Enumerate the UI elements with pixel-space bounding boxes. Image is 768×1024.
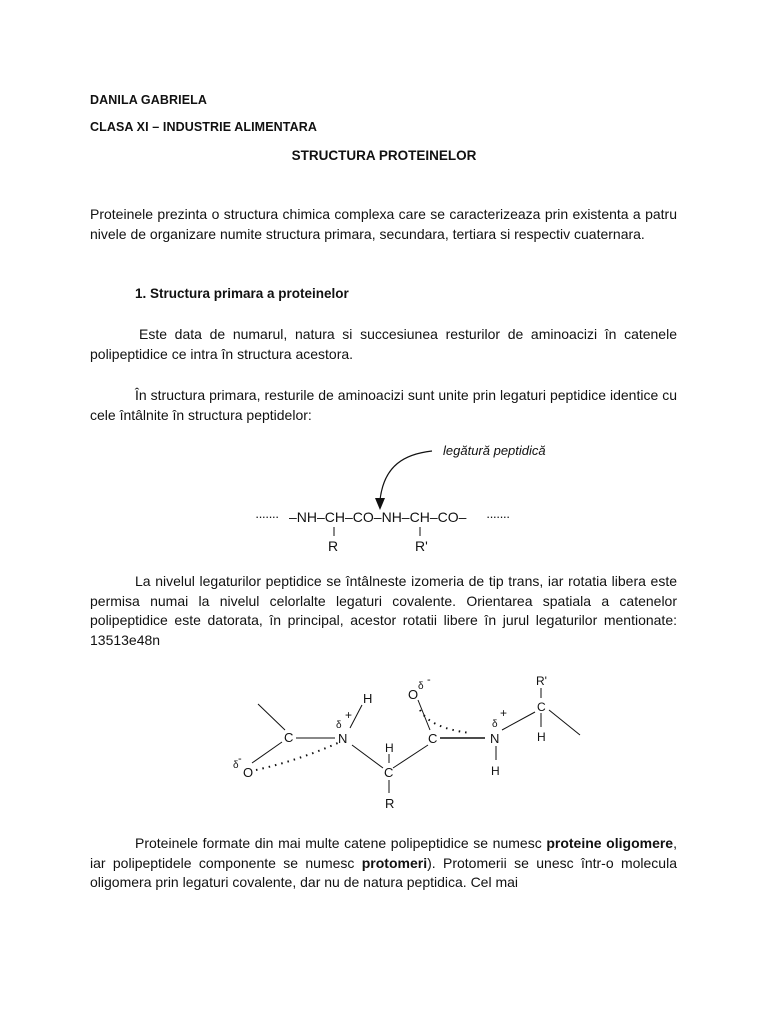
term-protomeri: protomeri bbox=[361, 854, 428, 871]
term-proteine-oligomere: proteine oligomere bbox=[546, 835, 674, 851]
delocalization-o1-n1 bbox=[256, 742, 340, 770]
bond-c3-right bbox=[549, 710, 580, 735]
paragraph-peptide-bonds: În structura primara, resturile de aminoacizi sunt unite prin legaturi peptidice identice cu cele întâlnite în structura peptidelor: bbox=[90, 387, 677, 423]
paragraph-trans-isomerism: La nivelul legaturilor peptidice se întâlneste izomeria de tip trans, iar rotatia libera este permisa numai la nivelul celorlalte legaturi covalente. Orientarea spatiala a catenelor polipeptidice este datorata, în principal, acestor rotatii libere în jurul legaturilor mentionate: 13513e48n bbox=[90, 573, 677, 648]
atom-c2: C bbox=[428, 731, 438, 746]
atom-n2: N bbox=[490, 731, 500, 746]
dots-right: ······· bbox=[486, 509, 510, 524]
substituent-r2: R' bbox=[415, 538, 428, 554]
atom-c-mid: C bbox=[384, 765, 394, 780]
atom-c1: C bbox=[284, 730, 294, 745]
delta-o1: δ bbox=[233, 760, 239, 771]
delta-o2: δ bbox=[418, 681, 424, 692]
dots-left: ······· bbox=[255, 509, 279, 524]
oligomers-text-1: Proteinele formate din mai multe catene polipeptidice se numesc bbox=[135, 835, 547, 851]
section-heading-primary-structure: 1. Structura primara a proteinelor bbox=[135, 286, 349, 301]
paragraph-oligomers bbox=[90, 834, 677, 893]
atom-h-c3: H bbox=[537, 730, 546, 744]
oligomers-text-2: , iar polipeptidele componente se numesc bbox=[90, 835, 677, 871]
delta-n1: δ bbox=[336, 720, 342, 731]
atom-o2: O bbox=[408, 687, 419, 702]
intro-paragraph: Proteinele prezinta o structura chimica complexa care se caracterizeaza prin existenta a patru nivele de organizare numite structura primara, secundara, tertiara si respectiv cuaternara. bbox=[90, 206, 677, 242]
charge-o1-minus: - bbox=[238, 753, 242, 765]
atom-c3: C bbox=[537, 700, 546, 714]
author-name: DANILA GABRIELA bbox=[90, 93, 208, 107]
bond-left-upper bbox=[258, 704, 285, 730]
substituent-r1: R bbox=[328, 538, 339, 554]
charge-n2-plus: + bbox=[500, 706, 508, 720]
class-line: CLASA XI – INDUSTRIE ALIMENTARA bbox=[90, 120, 317, 134]
atom-n1: N bbox=[338, 731, 348, 746]
charge-o2-minus: - bbox=[427, 674, 431, 686]
charge-n1-plus: + bbox=[345, 708, 353, 722]
bond-c1-o1 bbox=[252, 742, 282, 763]
bond-n1-cmid bbox=[352, 745, 383, 768]
paragraph-primary-definition-text: Este data de numarul, natura si succesiunea resturilor de aminoacizi în catenele polipeptidice ce intra în structura acestora. bbox=[90, 326, 677, 362]
annotation-peptide-bond: legătură peptidică bbox=[443, 443, 546, 458]
document-title: STRUCTURA PROTEINELOR bbox=[291, 148, 477, 163]
atom-h-top: H bbox=[363, 691, 373, 706]
atom-r-mid: R bbox=[385, 796, 395, 811]
delta-n2: δ bbox=[492, 719, 498, 730]
atom-h-mid: H bbox=[385, 741, 394, 755]
oligomers-text-3: ). Protomerii se unesc într-o molecula oligomera prin legaturi covalente, dar nu de natura peptidica. Cel mai bbox=[90, 854, 677, 890]
delocalization-o2-n2 bbox=[420, 710, 470, 733]
atom-o1: O bbox=[243, 765, 254, 780]
peptide-chain: –NH–CH–CO–NH–CH–CO– bbox=[289, 509, 467, 525]
bond-cmid-c2 bbox=[393, 745, 428, 768]
atom-r-prime: R' bbox=[536, 674, 547, 688]
atom-h-n2: H bbox=[491, 764, 500, 778]
